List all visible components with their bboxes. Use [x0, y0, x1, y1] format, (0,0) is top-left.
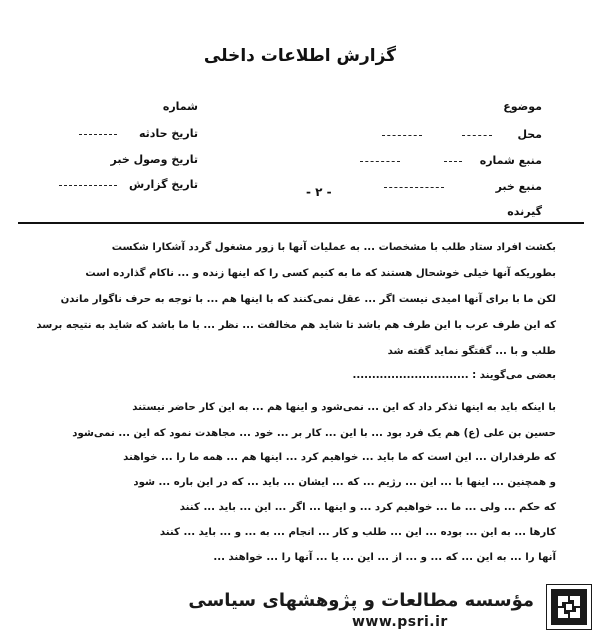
- body-line: و همچنین ... اینها با ... این ... رژیم ... که ... ایشان ... باید ... که در این باره ... شود: [133, 477, 556, 488]
- subject-label: موضوع: [503, 100, 542, 113]
- page-number: - ۲ -: [306, 185, 332, 199]
- source-info-label: منبع خبر: [495, 180, 542, 193]
- header-divider: [18, 222, 584, 224]
- institute-logo-icon: [546, 584, 592, 630]
- body-line: کارها ... به این ... بوده ... این ... طلب و کار ... انجام ... به ... و ... باید ... کنند: [159, 527, 556, 538]
- subject-field: [503, 100, 542, 113]
- body-line: که حکم ... ولی ... ما ... خواهیم کرد ... و اینها ... اگر ... این ... باید ... کنند: [179, 502, 556, 513]
- body-line: حسین بن علی (ع) هم یک فرد بود ... با این ... کار بر ... خود ... مجاهدت نمود که این ... نمی‌شود: [72, 428, 556, 439]
- source-number-field: [360, 154, 542, 167]
- body-line: که این طرف عرب با این طرف هم باشد تا شاید هم مخالفت ... نظر ... با ما باشد که شاید به نتیجه برسد: [36, 320, 556, 331]
- recipient-field: [507, 205, 542, 218]
- event-date-label: تاریخ حادثه: [139, 127, 198, 140]
- body-line: که طرفداران ... این است که ما باید ... خواهیم کرد ... اینها هم ... همه ما را ... خواهند: [123, 452, 556, 463]
- body-line: لکن ما با برای آنها امیدی نیست اگر ... عقل نمی‌کنند که با اینها هم ... با توجه به حرف ناگوار ماندن: [60, 294, 556, 305]
- institute-name: مؤسسه مطالعات و پژوهشهای سیاسی: [188, 590, 534, 611]
- location-field: [382, 128, 542, 141]
- body-line: بطوریکه آنها خیلی خوشحال هستند که ما به کنیم کسی را که اینها زنده و ... ناکام گذارده است: [85, 268, 556, 279]
- number-label: شماره: [162, 100, 198, 113]
- received-date-field: [111, 153, 198, 166]
- body-line: آنها را ... به این ... که ... و ... از ... این ... یا ... آنها را ... خواهند ...: [213, 552, 556, 563]
- body-line: بعضی می‌گویند : ..............................: [352, 370, 556, 381]
- recipient-label: گیرنده: [507, 205, 542, 218]
- source-number-label: منبع شماره: [479, 154, 542, 167]
- event-date-field: [79, 127, 198, 140]
- report-date-field: [59, 178, 198, 191]
- institute-url: www.psri.ir: [352, 614, 448, 630]
- report-date-label: تاریخ گزارش: [128, 178, 198, 191]
- body-line: بکشت افراد ستاد طلب با مشخصات ... به عملیات آنها با زور مشغول گردد آشکارا شکست: [111, 242, 556, 253]
- page-title: گزارش اطلاعات داخلی: [203, 46, 397, 66]
- location-label: محل: [517, 128, 542, 141]
- body-line: طلب و با ... گفتگو نماید گفته شد: [387, 346, 556, 357]
- body-line: با اینکه باید به اینها تذکر داد که این ... نمی‌شود و اینها هم ... به این کار حاضر نیستند: [132, 402, 556, 413]
- received-date-label: تاریخ وصول خبر: [110, 153, 198, 166]
- number-field: [163, 100, 198, 113]
- source-info-field: [384, 180, 542, 193]
